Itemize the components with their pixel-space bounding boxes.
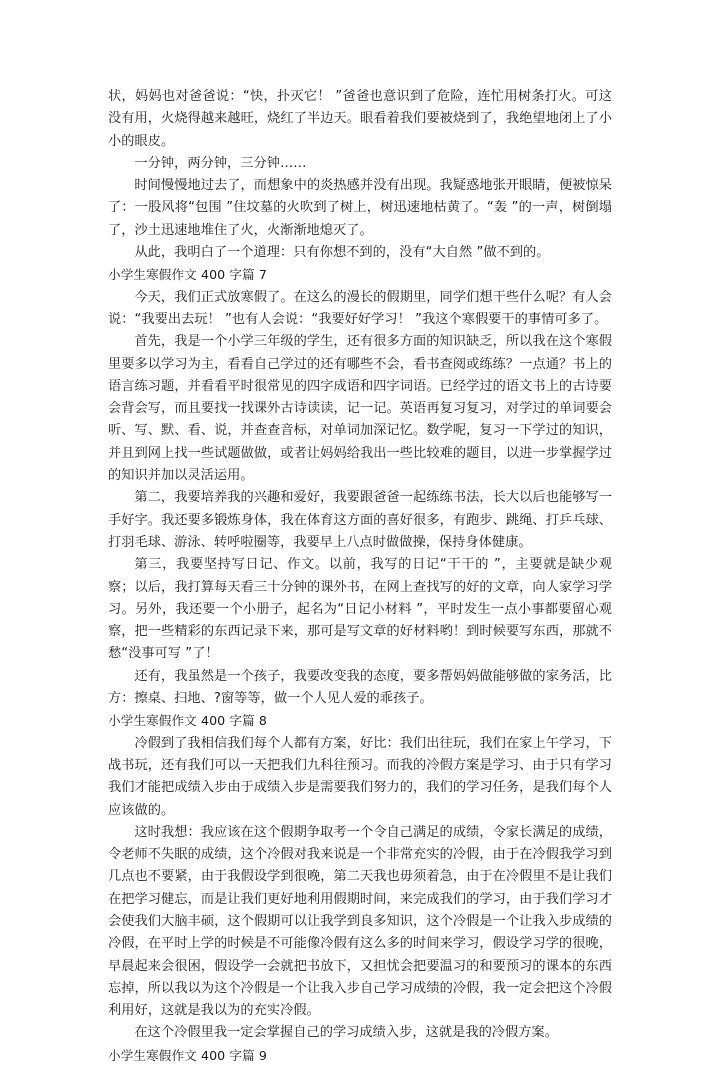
paragraph: 在这个冷假里我一定会掌握自己的学习成绩入步，这就是我的冷假方案。 [134, 1025, 558, 1041]
paragraph: 首先，我是一个小学三年级的学生，还有很多方面的知识缺乏，所以我在这个寒假里要多以学习为主，看看自己学过的还有哪些不会，看书查阅或练练？一点通？书上的语言练习题，并看看平时很常见的四字成语和四字词语。已经学过的语文书上的古诗要会背会写，而且要找一找课外古诗读读，记一记。英语再复习复习，对学过的单词要会听、写、默、看、说，并查查音标，对单词加深记忆。数学呢，复习一下学过的知识，并且到网上找一些试题做做，或者让妈妈给我出一些比较难的题目，以进一步掌握学过的知识并加以灵活运用。 [108, 334, 612, 484]
paragraph: 这时我想：我应该在这个假期争取考一个令自己满足的成绩，令家长满足的成绩，令老师不失眠的成绩，这个冷假对我来说是一个非常充实的冷假，由于在冷假我学习到几点也不要紧，由于我假设学到很晚，第二天我也毋须着急，由于在冷假里不是让我们在把学习健忘，而是让我们更好地利用假期时间，来完成我们的学习，由于我们学习才会使我们大脑丰硕，这个假期可以让我学到良多知识，这个冷假是一个让我入步成绩的冷假，在平时上学的时候是不可能像冷假有这么多的时间来学习，假设学习学的很晚，早晨起来会很困，假设学一会就把书放下，又担忧会把要温习的和要预习的课本的东西忘掉，所以我以为这个冷假是一个让我入步自己学习成绩的冷假，我一定会把这个冷假利用好，这就是我以为的充实冷假。 [108, 824, 612, 1019]
paragraph: 还有，我虽然是一个孩子，我要改变我的态度，要多帮妈妈做能够做的家务活，比方：擦桌、扫地、?窗等等，做一个人见人爱的乖孩子。 [108, 668, 612, 707]
paragraph: 状，妈妈也对爸爸说：“快，扑灭它！ ”爸爸也意识到了危险，连忙用树条打火。可这没有用，火烧得越来越旺，烧红了半边天。眼看着我们要被烧到了，我绝望地闭上了小小的眼皮。 [108, 89, 612, 149]
paragraph: 一分钟，两分钟，三分钟…… [134, 155, 307, 171]
section-heading: 小学生寒假作文 400 字篇 8 [108, 713, 268, 729]
paragraph: 从此，我明白了一个道理：只有你想不到的，没有“大自然 ”做不到的。 [134, 245, 550, 261]
section-heading: 小学生寒假作文 400 字篇 9 [108, 1047, 268, 1063]
paragraph: 今天，我们正式放寒假了。在这么的漫长的假期里，同学们想干些什么呢？有人会说：“我要出去玩！ ”也有人会说：“我要好好学习！ ”我这个寒假要干的事情可多了。 [108, 289, 612, 327]
paragraph: 时间慢慢地过去了，而想象中的炎热感并没有出现。我疑惑地张开眼睛，便被惊呆了：一股风将“包围 ”住坟墓的火吹到了树上，树迅速地枯黄了。“轰 ”的一声，树倒塌了，沙土迅速地堆住了火，火渐渐地熄灭了。 [108, 178, 612, 238]
paragraph: 第二，我要培养我的兴趣和爱好，我要跟爸爸一起练练书法，长大以后也能够写一手好字。我还要多锻炼身体，我在体育这方面的喜好很多，有跑步、跳绳、打乒乓球、打羽毛球、游泳、转呼啦圈等，我要早上八点时做做操，保持身体健康。 [108, 490, 612, 550]
paragraph: 冷假到了我相信我们每个人都有方案，好比：我们出往玩，我们在家上午学习，下战书玩，还有我们可以一天把我们九科往预习。而我的冷假方案是学习、由于只有学习我们才能把成绩入步由于成绩入步是需要我们努力的，我们的学习任务，是我们每个人应该做的。 [108, 735, 612, 818]
paragraph: 第三，我要坚持写日记、作文。以前，我写的日记“干干的 ”，主要就是缺少观察；以后，我打算每天看三十分钟的课外书，在网上查找写的好的文章，向人家学习学习。另外，我还要一个小册子，起名为“日记小材料 ”，平时发生一点小事都要留心观察，把一些精彩的东西记录下来，那可是写文章的好材料哟！到时候要写东西，那就不愁“没事可写 ”了！ [108, 557, 612, 662]
section-heading: 小学生寒假作文 400 字篇 7 [108, 267, 268, 283]
